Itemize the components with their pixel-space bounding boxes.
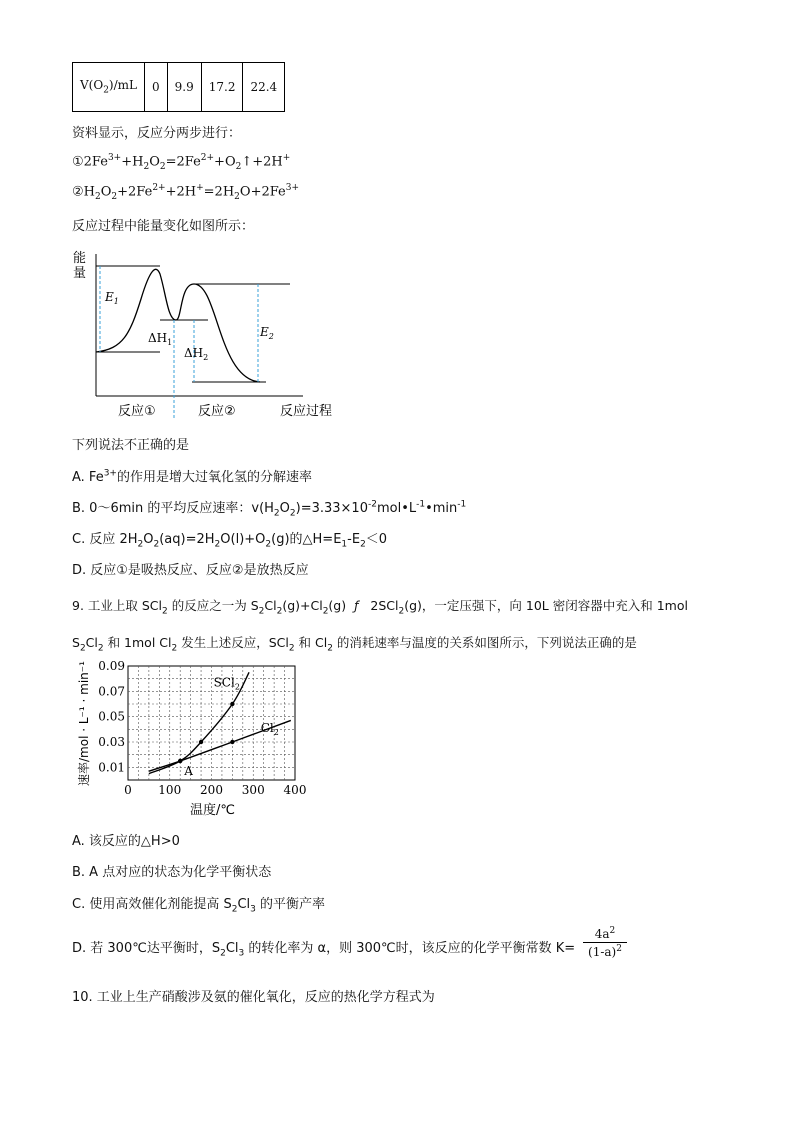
q9-option-d: D. 若 300℃达平衡时，$S_2Cl_3$ 的转化率为 α，则 300℃时，该反应的化学平衡常数 K= xyxy=(72,941,576,959)
x-tick-label: 0 xyxy=(124,783,132,797)
reaction-step-2: $②H_2O_2+2Fe^{2+}+2H^+=2H_2O+2Fe^{3+}$ xyxy=(72,183,300,202)
q9-option-c: C. 使用高效催化剂能提高 $S_2Cl_3$ 的平衡产率 xyxy=(72,897,326,915)
dh2-label: $\Delta H_2$ xyxy=(184,346,209,362)
data-point-SCl2 xyxy=(199,740,203,744)
table-cell: 0 xyxy=(145,63,168,112)
y-axis-label: 能 xyxy=(73,251,87,266)
dh1-label: $\Delta H_1$ xyxy=(148,331,173,347)
y-tick-label: 0.01 xyxy=(98,760,125,775)
data-point-Cl2 xyxy=(230,740,234,744)
energy-diagram xyxy=(68,244,348,424)
q8-option-c: C. 反应 $2H_2O_2(aq)=2H_2O(l)+O_2(g)$的$\triangle H=E_1-E_2<0$ xyxy=(72,532,388,550)
x-axis-title: 温度/℃ xyxy=(190,803,235,818)
question-9-stem-line-1: 9. 工业上取 SCl$_2$ 的反应之一为 $S_2Cl_2(g)+Cl_2(g)$ ƒ 2SCl$_2$(g)，一定压强下，向 10L 密闭容器中充入和 1mol xyxy=(72,598,688,617)
question-10-stem: 10. 工业上生产硝酸涉及氨的催化氧化，反应的热化学方程式为 xyxy=(72,990,435,1005)
table-cell: 9.9 xyxy=(167,63,201,112)
fraction-denominator: $(1-a)^2$ xyxy=(588,944,622,959)
table-cell: $V(O_2)/mL$ xyxy=(73,63,145,112)
energy-curve xyxy=(96,269,260,382)
series-layer xyxy=(149,672,291,778)
question-8-stem: 下列说法不正确的是 xyxy=(72,438,190,453)
x-label-reaction-2: 反应② xyxy=(198,404,236,419)
y-tick-label: 0.09 xyxy=(98,659,125,673)
x-label-reaction-1: 反应① xyxy=(118,404,156,419)
fraction-numerator: $4a^2$ xyxy=(583,926,627,943)
e1-label: $E_1$ xyxy=(105,290,119,306)
fraction xyxy=(583,926,627,959)
e2-label: $E_2$ xyxy=(260,325,274,341)
q8-option-b: B. 0～6min 的平均反应速率：$v(H_2O_2)=3.33\times 10^{-2}mol•L^{-1}•\min^{-1}$ xyxy=(72,499,467,519)
x-tick-label: 100 xyxy=(158,783,182,797)
q9-option-b: B. A 点对应的状态为化学平衡状态 xyxy=(72,865,272,880)
y-tick-label: 0.07 xyxy=(98,684,125,699)
x-tick-label: 300 xyxy=(241,783,265,797)
q8-option-a: A. $Fe^{3+}$的作用是增大过氧化氢的分解速率 xyxy=(72,468,312,485)
x-tick-label: 400 xyxy=(283,783,307,797)
series-label-SCl2: SCl$_2$ xyxy=(213,675,240,692)
table-cell: 17.2 xyxy=(201,63,243,112)
x-tick-label: 200 xyxy=(200,783,223,797)
reaction-step-1: $①2Fe^{3+}+H_2O_2=2Fe^{2+}+O_2↑+2H^+$ xyxy=(72,153,291,172)
y-axis-label: 量 xyxy=(73,266,87,281)
oxygen-volume-table xyxy=(72,62,285,112)
y-tick-label: 0.03 xyxy=(98,735,125,749)
y-axis-title: 速率/mol · L⁻¹ · min⁻¹ xyxy=(77,661,91,786)
x-axis-title: 反应过程 xyxy=(280,404,333,419)
data-intro-text: 资料显示，反应分两步进行： xyxy=(72,126,242,141)
question-9-stem-line-2: $S_2Cl_2$ 和 1mol $Cl_2$ 发生上述反应，SCl$_2$ 和 $Cl_2$ 的消耗速率与温度的关系如图所示，下列说法正确的是 xyxy=(72,635,637,654)
data-point-Cl2 xyxy=(178,759,182,763)
y-tick-label: 0.05 xyxy=(98,709,125,724)
point-a-label: A xyxy=(184,764,193,778)
data-point-SCl2 xyxy=(230,702,234,706)
table-cell: 22.4 xyxy=(243,63,285,112)
series-label-Cl2: $Cl_2$ xyxy=(260,720,279,737)
energy-intro-text: 反应过程中能量变化如图所示： xyxy=(72,219,255,234)
rate-temperature-chart xyxy=(70,658,320,823)
q8-option-d: D. 反应①是吸热反应、反应②是放热反应 xyxy=(72,563,309,578)
q9-option-a: A. 该反应的△H>0 xyxy=(72,834,180,849)
